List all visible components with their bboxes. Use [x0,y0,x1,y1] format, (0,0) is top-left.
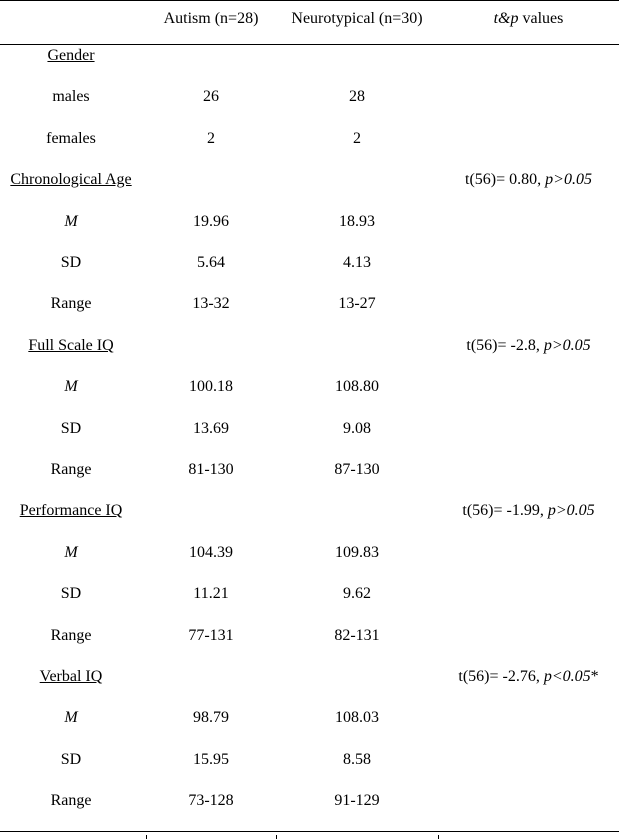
autism-value: 5.64 [197,254,225,271]
row-heading: Chronological Age [10,171,132,188]
autism-value: 19.96 [193,213,229,230]
row-heading: Full Scale IQ [28,337,114,354]
autism-value: 104.39 [189,544,233,561]
row-label: Range [50,295,92,312]
row-label: males [52,88,90,105]
autism-value: 98.79 [193,709,229,726]
row-heading: Verbal IQ [39,668,103,685]
autism-value: 81-130 [188,461,234,478]
neurotypical-value: 87-130 [334,461,380,478]
autism-value: 11.21 [193,585,229,602]
column-header-statistics [438,9,619,29]
autism-value: 13.69 [193,420,229,437]
neurotypical-value: 108.03 [335,709,379,726]
row-heading: Performance IQ [19,502,123,519]
row-label: M [64,378,78,395]
test-statistic [438,336,619,356]
column-header-autism: Autism (n=28) [163,10,259,27]
neurotypical-value: 28 [349,88,365,105]
test-statistic-p: p>0.05 [545,171,592,188]
row-label: Range [50,627,92,644]
significance-marker: * [590,668,599,685]
neurotypical-value: 13-27 [338,295,376,312]
bottom-rule [0,831,619,832]
column-header-statistics-italic: t&p [493,10,519,27]
neurotypical-value: 9.08 [343,420,371,437]
row-label: M [64,709,78,726]
neurotypical-value: 18.93 [339,213,375,230]
bottom-column-tick [146,835,147,839]
autism-value: 2 [207,130,215,147]
neurotypical-value: 109.83 [335,544,379,561]
test-statistic [438,667,619,687]
row-label: SD [60,751,82,768]
autism-value: 13-32 [192,295,230,312]
row-label: females [46,130,96,147]
neurotypical-value: 4.13 [343,254,371,271]
autism-value: 77-131 [188,627,234,644]
neurotypical-value: 2 [353,130,361,147]
top-rule [0,0,619,1]
row-label: SD [60,420,82,437]
test-statistic [438,170,619,190]
test-statistic-p: p>0.05 [543,337,591,354]
autism-value: 26 [203,88,219,105]
test-statistic-t: t(56)= -2.76, [458,668,544,685]
test-statistic-t: t(56)= -1.99, [462,502,548,519]
test-statistic-p: p<0.05 [543,668,591,685]
row-label: SD [60,254,82,271]
row-label: Range [50,461,92,478]
autism-value: 73-128 [188,792,234,809]
neurotypical-value: 82-131 [334,627,380,644]
header-rule [0,44,619,45]
neurotypical-value: 9.62 [343,585,371,602]
row-label: Range [50,792,92,809]
neurotypical-value: 8.58 [343,751,371,768]
test-statistic-t: t(56)= 0.80, [465,171,546,188]
row-label: M [64,544,78,561]
test-statistic [438,501,619,521]
column-header-statistics-rest: values [518,10,564,27]
bottom-column-tick [276,835,277,839]
row-heading: Gender [47,47,95,64]
bottom-column-tick [438,835,439,839]
test-statistic-p: p>0.05 [547,502,595,519]
neurotypical-value: 91-129 [334,792,380,809]
row-label: M [64,213,78,230]
test-statistic-t: t(56)= -2.8, [466,337,544,354]
row-label: SD [60,585,82,602]
column-header-neurotypical: Neurotypical (n=30) [291,10,423,27]
autism-value: 15.95 [193,751,229,768]
autism-value: 100.18 [189,378,233,395]
neurotypical-value: 108.80 [335,378,379,395]
